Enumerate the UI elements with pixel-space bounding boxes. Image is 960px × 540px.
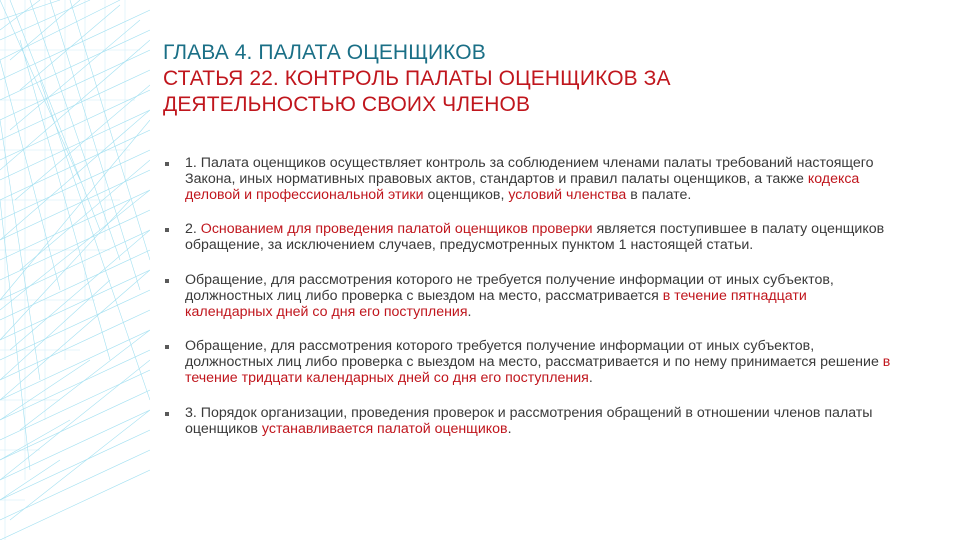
bullet-marker-icon: [165, 412, 169, 416]
article-title-line1: СТАТЬЯ 22. КОНТРОЛЬ ПАЛАТЫ ОЦЕНЩИКОВ ЗА: [163, 67, 671, 90]
slide-title: [163, 40, 923, 118]
highlight-text: Основанием для проведения палатой оценщиков проверки: [200, 221, 593, 238]
highlight-text: в течение пятнадцати календарных дней со дня его поступления: [185, 287, 807, 320]
article-title-line2: ДЕЯТЕЛЬНОСТЬЮ СВОИХ ЧЛЕНОВ: [163, 93, 531, 116]
bullet-item-5: 3. Порядок организации, проведения проверок и рассмотрения обращений в отношении членов палаты оценщиков устанавливается палатой оценщиков.: [163, 406, 898, 438]
bullet-item-1: 1. Палата оценщиков осуществляет контроль за соблюдением членами палаты требований настоящего Закона, иных нормативных правовых актов, стандартов и правил палаты оценщиков, а также кодекса деловой и профессиональной этики оценщиков, условий членства в палате.: [163, 156, 898, 203]
bullet-marker-icon: [165, 162, 169, 166]
highlight-text: условий членства: [508, 186, 627, 203]
chapter-title: ГЛАВА 4. ПАЛАТА ОЦЕНЩИКОВ: [163, 41, 486, 64]
bullet-item-2: 2. Основанием для проведения палатой оценщиков проверки является поступившее в палату оценщиков обращение, за исключением случаев, предусмотренных пунктом 1 настоящей статьи.: [163, 222, 898, 254]
highlight-text: в течение тридцати календарных дней со дня его поступления: [185, 354, 891, 386]
bullet-list: [163, 156, 898, 437]
bullet-item-3: Обращение, для рассмотрения которого не требуется получение информации от иных субъектов, должностных лиц либо проверка с выездом на место, рассматривается в течение пятнадцати календарных дней со дня его поступления.: [163, 273, 898, 320]
bullet-item-4: Обращение, для рассмотрения которого требуется получение информации от иных субъектов, должностных лиц либо проверка с выездом на место, рассматривается и по нему принимается решение в течение тридцати календарных дней со дня его поступления.: [163, 339, 898, 386]
bullet-marker-icon: [165, 279, 169, 283]
bullet-marker-icon: [165, 345, 169, 349]
bullet-marker-icon: [165, 228, 169, 232]
highlight-text: кодекса деловой и профессиональной этики: [185, 170, 860, 203]
highlight-text: устанавливается палатой оценщиков: [261, 420, 508, 437]
wireframe-lines-decoration: [0, 0, 150, 540]
